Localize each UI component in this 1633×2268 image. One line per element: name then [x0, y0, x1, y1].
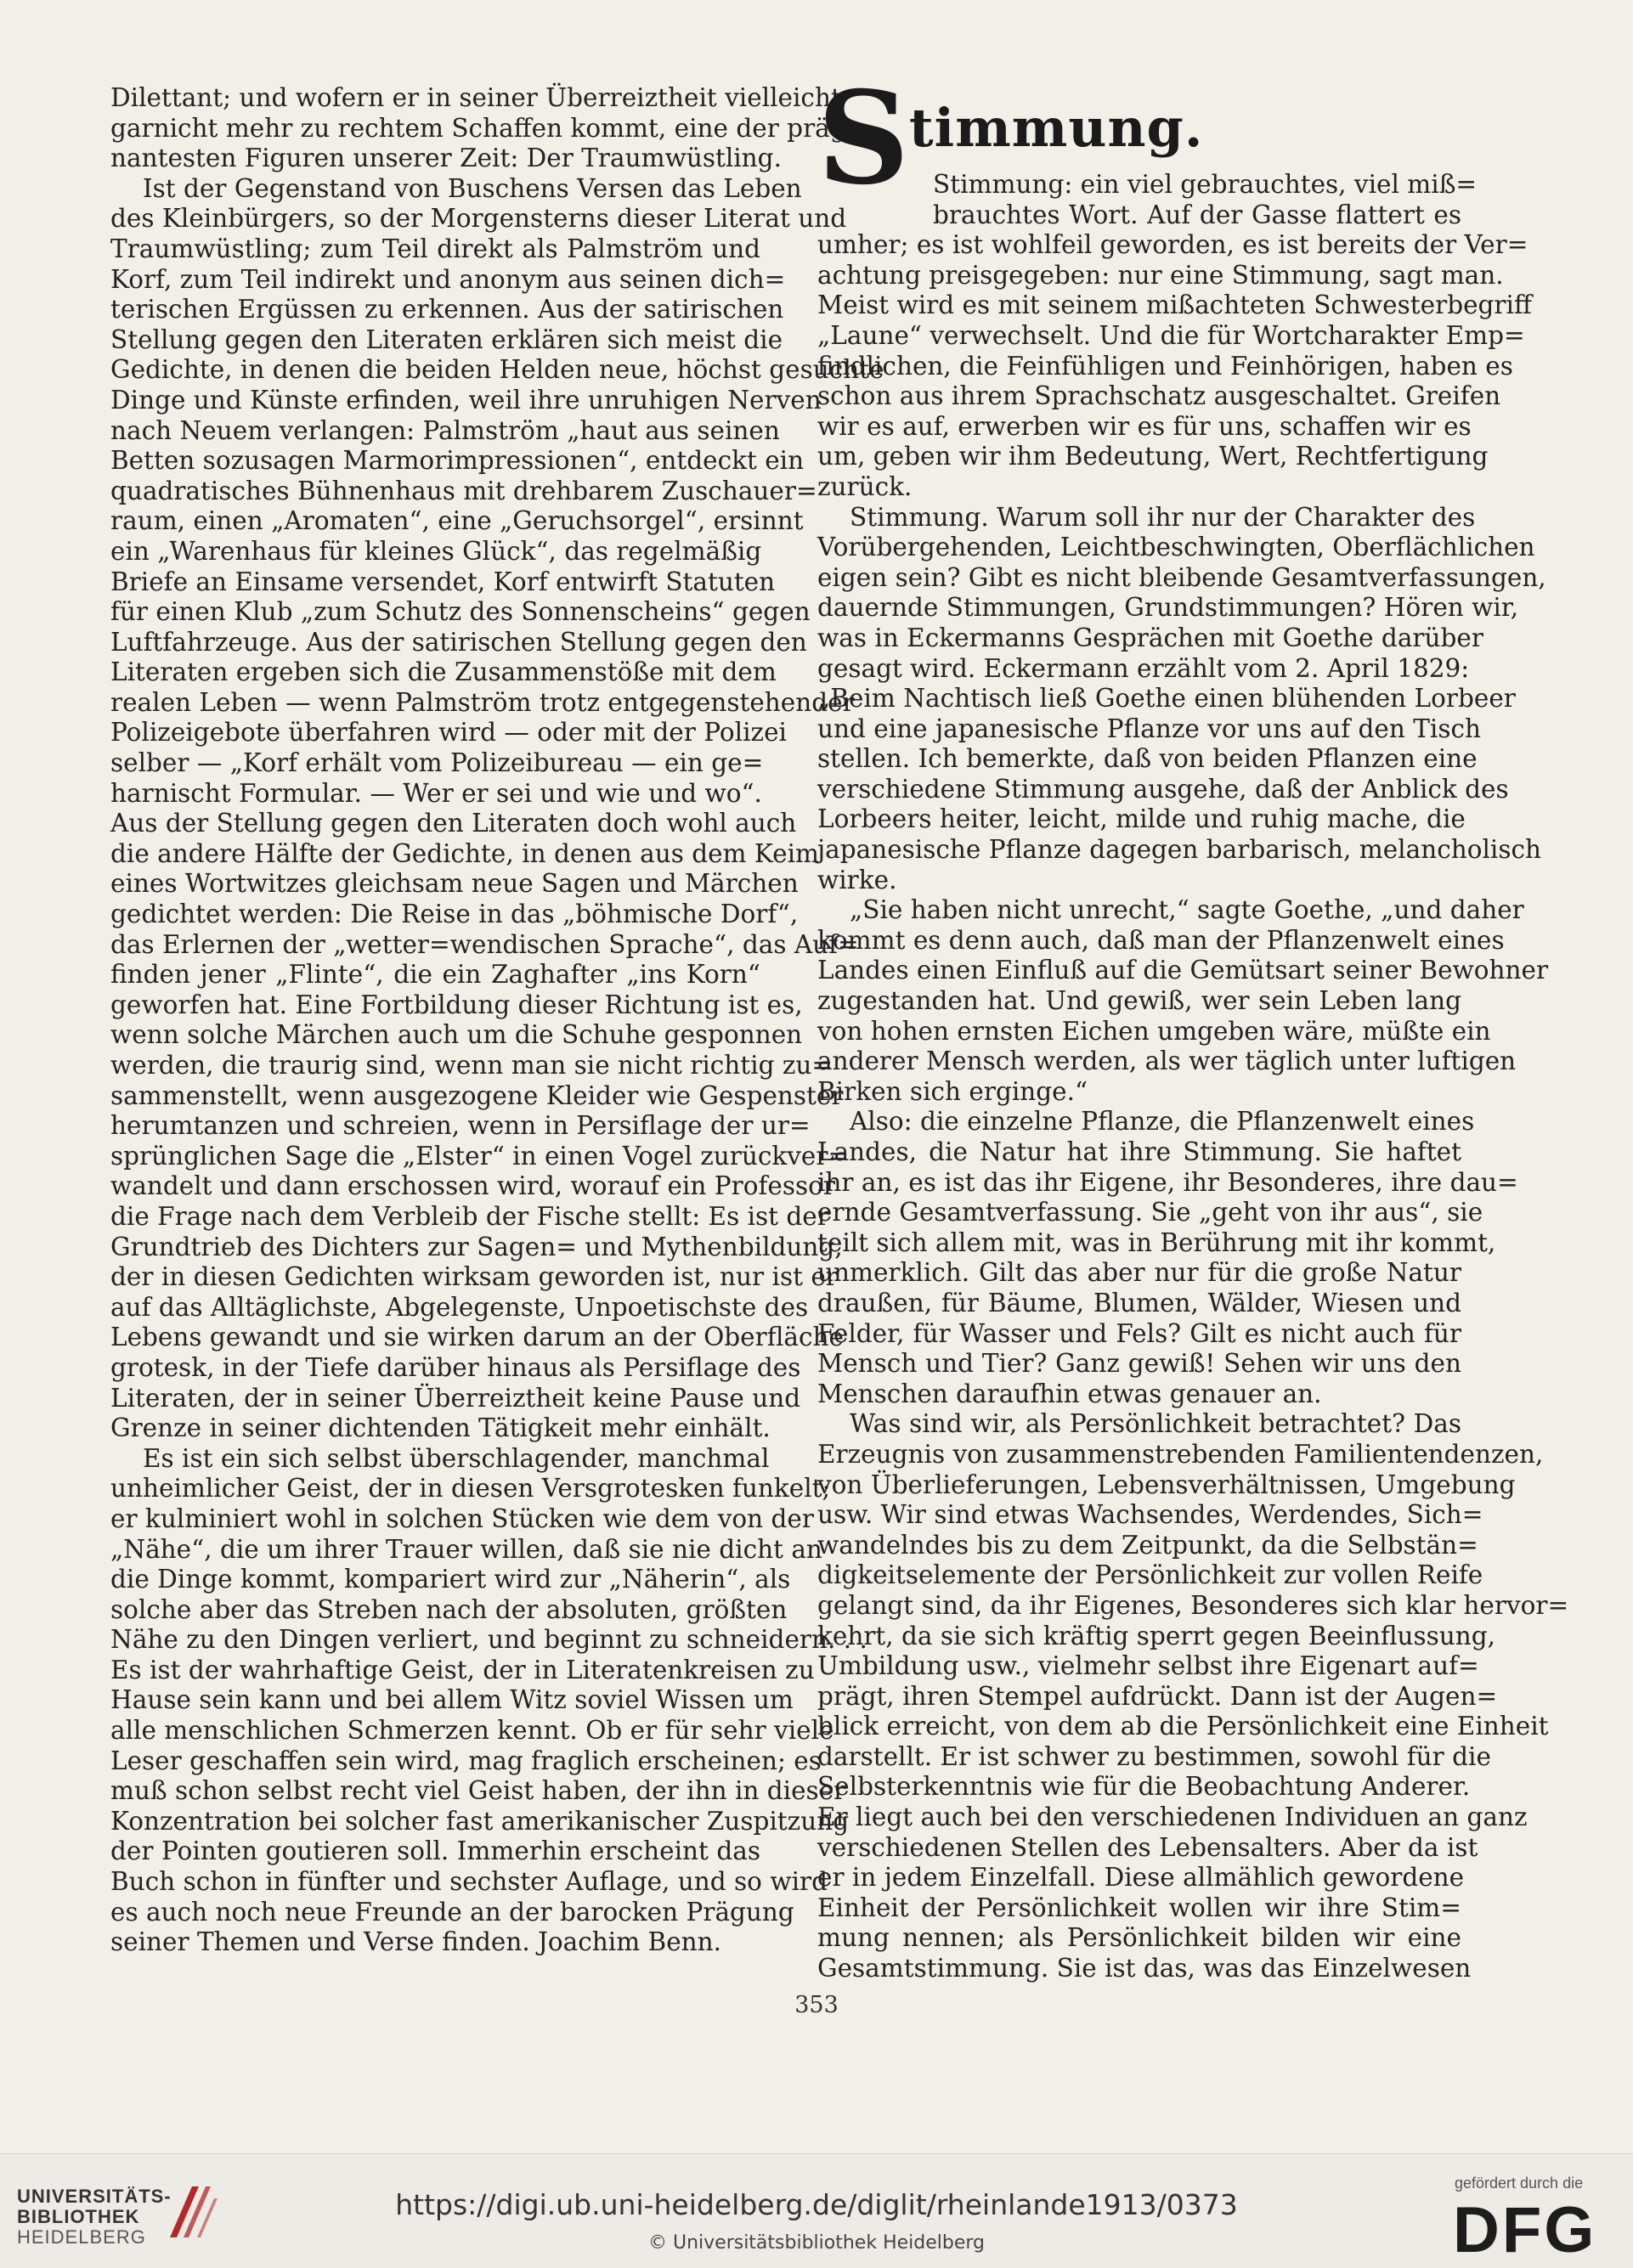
text-line: des Kleinbürgers, so der Morgensterns dieser Literat und — [110, 204, 847, 234]
text-line: Aus der Stellung gegen den Literaten doch wohl auch — [110, 809, 797, 838]
text-line: er kulminiert wohl in solchen Stücken wie dem von der — [110, 1504, 814, 1533]
text-line: Es ist ein sich selbst überschlagender, manchmal — [143, 1443, 770, 1473]
text-line: sammenstellt, wenn ausgezogene Kleider wie Gespenster — [110, 1080, 844, 1110]
text-line: Einheit der Persönlichkeit wollen wir ihre Stim= — [817, 1893, 1461, 1922]
text-line: um, geben wir ihm Bedeutung, Wert, Rechtfertigung — [817, 442, 1489, 471]
text-line: Ist der Gegenstand von Buschens Versen das Leben — [143, 173, 802, 203]
text-line: Korf, zum Teil indirekt und anonym aus seinen dich= — [110, 264, 786, 294]
text-line: finden jener „Flinte“, die ein Zaghafter „ins Korn“ — [110, 960, 760, 990]
text-line: garnicht mehr zu rechtem Schaffen kommt, eine der präg= — [110, 113, 867, 143]
library-name-line1: UNIVERSITÄTS- — [17, 2186, 172, 2207]
text-line: alle menschlichen Schmerzen kennt. Ob er für sehr viele — [110, 1716, 834, 1746]
text-line: nach Neuem verlangen: Palmström „haut aus seinen — [110, 415, 780, 445]
text-line: die Dinge kommt, kompariert wird zur „Näherin“, als — [110, 1565, 791, 1594]
text-line: Lebens gewandt und sie wirken darum an der Oberfläche — [110, 1323, 844, 1352]
text-line: „Laune“ verwechselt. Und die für Wortcharakter Emp= — [817, 320, 1525, 350]
text-line: Meist wird es mit seinem mißachteten Schwesterbegriff — [817, 291, 1532, 320]
text-line: gelangt sind, da ihr Eigenes, Besonderes sich klar hervor= — [817, 1590, 1569, 1620]
text-line: umher; es ist wohlfeil geworden, es ist bereits der Ver= — [817, 230, 1528, 260]
text-line: ernde Gesamtverfassung. Sie „geht von ihr aus“, sie — [817, 1198, 1483, 1227]
text-line: werden, die traurig sind, wenn man sie nicht richtig zu= — [110, 1051, 833, 1080]
text-line: wenn solche Märchen auch um die Schuhe gesponnen — [110, 1020, 803, 1050]
source-url-link[interactable]: https://digi.ub.uni-heidelberg.de/diglit/rheinlande1913/0373 — [395, 2188, 1238, 2221]
text-line: wandelt und dann erschossen wird, worauf ein Professor — [110, 1171, 835, 1201]
text-line: grotesk, in der Tiefe darüber hinaus als Persiflage des — [110, 1352, 801, 1382]
text-line: Gesamtstimmung. Sie ist das, was das Einzelwesen — [817, 1954, 1472, 1983]
text-line: „Sie haben nicht unrecht,“ sagte Goethe, „und daher — [850, 895, 1524, 925]
text-line: Gedichte, in denen die beiden Helden neue, höchst gesuchte — [110, 355, 884, 385]
text-line: selber — „Korf erhält vom Polizeibureau — ein ge= — [110, 748, 764, 778]
text-line: geworfen hat. Eine Fortbildung dieser Richtung ist es, — [110, 990, 803, 1019]
text-line: Briefe an Einsame versendet, Korf entwirft Statuten — [110, 567, 776, 596]
text-line: Vorübergehenden, Leichtbeschwingten, Oberflächlichen — [817, 533, 1535, 562]
text-line: Polizeigebote überfahren wird — oder mit der Polizei — [110, 718, 787, 748]
text-line: anderer Mensch werden, als wer täglich unter luftigen — [817, 1047, 1517, 1076]
text-line: prägt, ihren Stempel aufdrückt. Dann ist der Augen= — [817, 1681, 1498, 1711]
text-line: Felder, für Wasser und Fels? Gilt es nicht auch für — [817, 1318, 1461, 1348]
text-line: Grenze in seiner dichtenden Tätigkeit mehr einhält. — [110, 1413, 771, 1443]
text-line: Konzentration bei solcher fast amerikanischer Zuspitzung — [110, 1806, 850, 1836]
text-line: brauchtes Wort. Auf der Gasse flattert es — [933, 200, 1461, 229]
text-line: dauernde Stimmungen, Grundstimmungen? Hören wir, — [817, 593, 1519, 623]
text-line: draußen, für Bäume, Blumen, Wälder, Wiesen und — [817, 1288, 1461, 1317]
footer-bar — [0, 2153, 1633, 2268]
text-line: herumtanzen und schreien, wenn in Persiflage der ur= — [110, 1111, 811, 1141]
left-text-column — [110, 83, 884, 1958]
text-line: Umbildung usw., vielmehr selbst ihre Eigenart auf= — [817, 1651, 1479, 1681]
text-line: wandelndes bis zu dem Zeitpunkt, da die Selbstän= — [817, 1530, 1478, 1560]
heading-drop-cap: S — [817, 64, 910, 213]
text-line: raum, einen „Aromaten“, eine „Geruchsorgel“, ersinnt — [110, 506, 804, 536]
text-line: unmerklich. Gilt das aber nur für die große Natur — [817, 1258, 1461, 1288]
text-line: unheimlicher Geist, der in diesen Versgrotesken funkelt; — [110, 1474, 831, 1504]
text-line: Also: die einzelne Pflanze, die Pflanzenwelt eines — [850, 1107, 1475, 1137]
text-line: von hohen ernsten Eichen umgeben wäre, müßte ein — [817, 1016, 1491, 1046]
text-line: für einen Klub „zum Schutz des Sonnenscheins“ gegen — [110, 597, 811, 627]
text-line: die andere Hälfte der Gedichte, in denen aus dem Keim — [110, 838, 820, 868]
text-line: es auch noch neue Freunde an der barocken Prägung — [110, 1897, 794, 1927]
text-line: Luftfahrzeuge. Aus der satirischen Stellung gegen den — [110, 627, 807, 657]
text-line: Literaten, der in seiner Überreiztheit keine Pause und — [110, 1383, 801, 1413]
right-column-lines — [817, 170, 1569, 1984]
text-line: Grundtrieb des Dichters zur Sagen= und Mythenbildung, — [110, 1232, 843, 1261]
text-line: usw. Wir sind etwas Wachsendes, Werdendes, Sich= — [817, 1500, 1483, 1530]
right-text-column — [817, 64, 1569, 1984]
text-line: ein „Warenhaus für kleines Glück“, das regelmäßig — [110, 536, 762, 566]
text-line: Birken sich erginge.“ — [817, 1076, 1088, 1106]
text-line: Mensch und Tier? Ganz gewiß! Sehen wir uns den — [817, 1349, 1461, 1379]
text-line: Was sind wir, als Persönlichkeit betrachtet? Das — [850, 1409, 1461, 1439]
text-line: Stimmung. Warum soll ihr nur der Charakter des — [850, 502, 1476, 532]
text-line: Stellung gegen den Literaten erklären sich meist die — [110, 324, 783, 354]
text-line: Menschen daraufhin etwas genauer an. — [817, 1379, 1322, 1408]
heading-title: timmung. — [909, 97, 1204, 159]
text-line: Hause sein kann und bei allem Witz soviel Wissen um — [110, 1685, 794, 1715]
text-line: Es ist der wahrhaftige Geist, der in Literatenkreisen zu — [110, 1655, 815, 1684]
text-line: kehrt, da sie sich kräftig sperrt gegen Beeinflussung, — [817, 1621, 1496, 1650]
text-line: japanesische Pflanze dagegen barbarisch, melancholisch — [817, 835, 1542, 865]
text-line: Leser geschaffen sein wird, mag fraglich erscheinen; es — [110, 1746, 822, 1775]
text-line: sprünglichen Sage die „Elster“ in einen Vogel zurückver= — [110, 1141, 850, 1171]
text-line: blick erreicht, von dem ab die Persönlichkeit eine Einheit — [817, 1712, 1549, 1741]
text-line: Traumwüstling; zum Teil direkt als Palmström und — [110, 234, 760, 263]
text-line: von Überlieferungen, Lebensverhältnissen, Umgebung — [817, 1470, 1516, 1499]
text-line: verschiedene Stimmung ausgehe, daß der Anblick des — [817, 774, 1509, 804]
text-line: darstellt. Er ist schwer zu bestimmen, sowohl für die — [817, 1741, 1491, 1771]
text-line: eigen sein? Gibt es nicht bleibende Gesamtverfassungen, — [817, 562, 1546, 592]
text-line: das Erlernen der „wetter=wendischen Sprache“, das Auf= — [110, 929, 859, 959]
text-line: mung nennen; als Persönlichkeit bilden wir eine — [817, 1923, 1461, 1953]
text-line: eines Wortwitzes gleichsam neue Sagen und Märchen — [110, 869, 799, 899]
text-line: Buch schon in fünfter und sechster Auflage, und so wird — [110, 1867, 828, 1897]
text-line: zugestanden hat. Und gewiß, wer sein Leben lang — [817, 986, 1461, 1016]
text-line: die Frage nach dem Verbleib der Fische stellt: Es ist der — [110, 1201, 829, 1231]
text-line: terischen Ergüssen zu erkennen. Aus der satirischen — [110, 295, 784, 324]
text-line: ihr an, es ist das ihr Eigene, ihr Besonderes, ihre dau= — [817, 1167, 1518, 1197]
text-line: Erzeugnis von zusammenstrebenden Familientendenzen, — [817, 1439, 1544, 1469]
library-name-line3: HEIDELBERG — [17, 2226, 146, 2248]
text-line: Landes einen Einfluß auf die Gemütsart seiner Bewohner — [817, 956, 1549, 985]
text-line: Lorbeers heiter, leicht, milde und ruhig mache, die — [817, 804, 1466, 834]
text-line: wir es auf, erwerben wir es für uns, schaffen wir es — [817, 411, 1472, 441]
text-line: muß schon selbst recht viel Geist haben, der ihn in dieser — [110, 1776, 846, 1806]
text-line: harnischt Formular. — Wer er sei und wie und wo“. — [110, 778, 762, 808]
text-line: solche aber das Streben nach der absoluten, größten — [110, 1594, 788, 1624]
text-line: wirke. — [817, 865, 897, 894]
text-line: „Nähe“, die um ihrer Trauer willen, daß sie nie dicht an — [110, 1534, 822, 1564]
text-line: stellen. Ich bemerkte, daß von beiden Pflanzen eine — [817, 744, 1478, 774]
text-line: er in jedem Einzelfall. Diese allmählich gewordene — [817, 1863, 1465, 1893]
text-line: Selbsterkenntnis wie für die Beobachtung Anderer. — [817, 1772, 1471, 1802]
text-line: Er liegt auch bei den verschiedenen Individuen an ganz — [817, 1803, 1528, 1832]
text-line: zurück. — [817, 471, 913, 501]
text-line: Landes, die Natur hat ihre Stimmung. Sie haftet — [817, 1137, 1461, 1166]
library-name-line2: BIBLIOTHEK — [17, 2206, 140, 2227]
text-line: Dinge und Künste erfinden, weil ihre unruhigen Nerven — [110, 385, 822, 415]
text-line: Literaten ergeben sich die Zusammenstöße mit dem — [110, 657, 777, 687]
text-line: „Beim Nachtisch ließ Goethe einen blühenden Lorbeer — [817, 684, 1516, 714]
text-line: gedichtet werden: Die Reise in das „böhmische Dorf“, — [110, 900, 799, 929]
text-line: Dilettant; und wofern er in seiner Überreiztheit vielleicht — [110, 83, 841, 112]
text-line: Betten sozusagen Marmorimpressionen“, entdeckt ein — [110, 446, 805, 476]
copyright-notice: © Universitätsbibliothek Heidelberg — [647, 2232, 985, 2254]
dfg-logo: DFG — [1453, 2194, 1597, 2266]
text-line: achtung preisgegeben: nur eine Stimmung, sagt man. — [817, 260, 1504, 290]
text-line: teilt sich allem mit, was in Berührung mit ihr kommt, — [817, 1227, 1496, 1257]
text-line: schon aus ihrem Sprachschatz ausgeschaltet. Greifen — [817, 381, 1501, 411]
text-line: quadratisches Bühnenhaus mit drehbarem Zuschauer= — [110, 476, 817, 505]
text-line: auf das Alltäglichste, Abgelegenste, Unpoetischste des — [110, 1292, 809, 1322]
text-line: gesagt wird. Eckermann erzählt vom 2. April 1829: — [817, 653, 1470, 683]
text-line: nantesten Figuren unserer Zeit: Der Traumwüstling. — [110, 144, 782, 173]
text-line: findlichen, die Feinfühligen und Feinhörigen, haben es — [817, 351, 1513, 381]
text-line: digkeitselemente der Persönlichkeit zur vollen Reife — [817, 1560, 1483, 1590]
text-line: der in diesen Gedichten wirksam geworden ist, nur ist er — [110, 1262, 838, 1292]
text-line: und eine japanesische Pflanze vor uns auf den Tisch — [817, 714, 1482, 743]
text-line: realen Leben — wenn Palmström trotz entgegenstehender — [110, 687, 855, 717]
text-line: verschiedenen Stellen des Lebensalters. Aber da ist — [817, 1832, 1478, 1862]
text-line: was in Eckermanns Gesprächen mit Goethe darüber — [817, 623, 1483, 652]
funding-note: gefördert durch die — [1455, 2175, 1584, 2192]
text-line: Nähe zu den Dingen verliert, und beginnt zu schneidern. . . — [110, 1625, 867, 1655]
page-number: 353 — [794, 1992, 839, 2018]
text-line: Stimmung: ein viel gebrauchtes, viel miß= — [933, 170, 1478, 199]
text-line: kommt es denn auch, daß man der Pflanzenwelt eines — [817, 925, 1505, 955]
text-line: der Pointen goutieren soll. Immerhin erscheint das — [110, 1836, 760, 1866]
text-line: seiner Themen und Verse finden. Joachim Benn. — [110, 1927, 722, 1957]
